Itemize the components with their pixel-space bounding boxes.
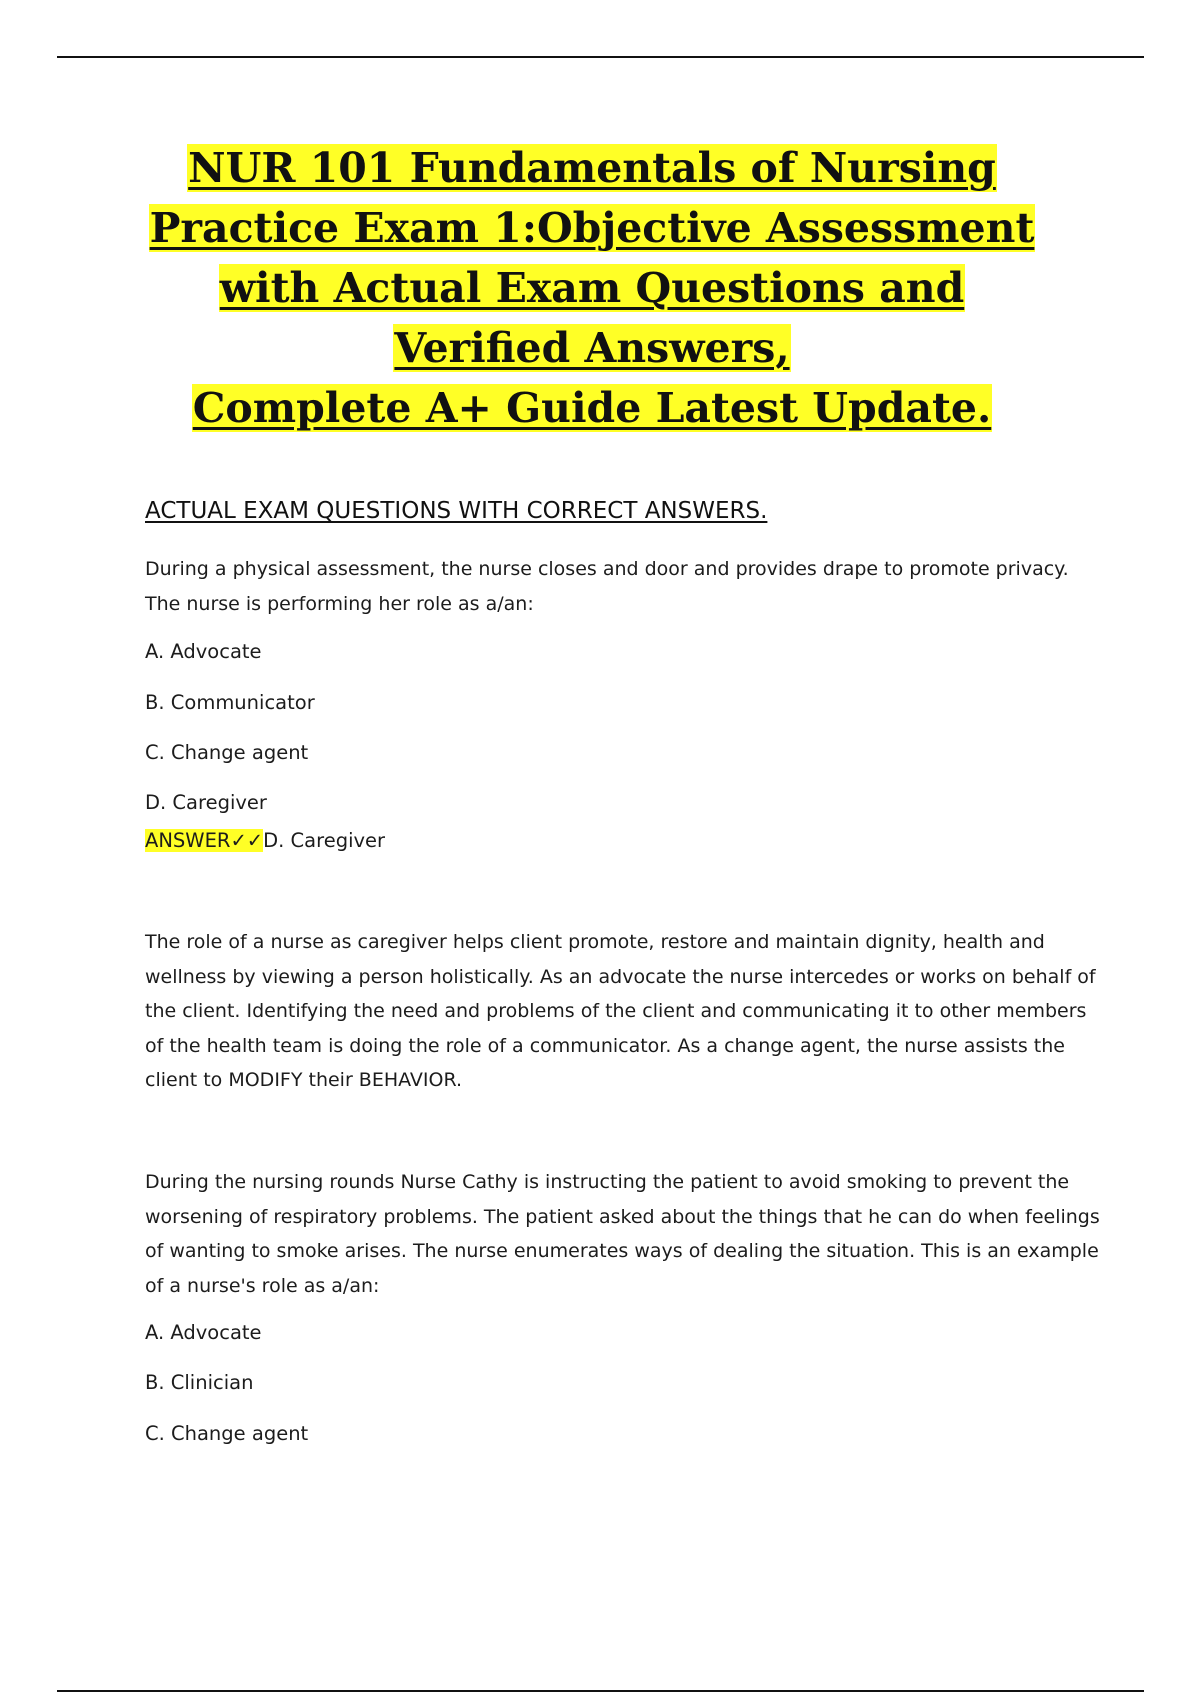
question-1-option-b: B. Communicator xyxy=(145,691,315,714)
title-line-4: Verified Answers, xyxy=(394,324,790,372)
answer-text: D. Caregiver xyxy=(263,829,386,852)
question-1-rationale: The role of a nurse as caregiver helps client promote, restore and maintain dignity, health and wellness by viewing a person holistically. As an advocate the nurse intercedes or works on behalf of the client. Identifying the need and problems of the client and communicating it to other members of the health team is doing the role of a communicator. As a change agent, the nurse assists the client to MODIFY their BEHAVIOR. xyxy=(145,931,1096,1091)
question-1-stem: During a physical assessment, the nurse closes and door and provides drape to promote privacy. The nurse is performing her role as a/an: xyxy=(145,558,1069,615)
question-1-option-d: D. Caregiver xyxy=(145,791,267,814)
title-line-5: Complete A+ Guide Latest Update. xyxy=(192,384,992,432)
question-1-option-c: C. Change agent xyxy=(145,741,309,764)
question-2-option-a: A. Advocate xyxy=(145,1321,262,1344)
title-line-3: with Actual Exam Questions and xyxy=(219,264,965,312)
question-1-option-a: A. Advocate xyxy=(145,640,262,663)
title-line-1: NUR 101 Fundamentals of Nursing xyxy=(188,144,996,192)
bottom-rule xyxy=(57,1690,1144,1692)
question-2-option-c: C. Change agent xyxy=(145,1422,309,1445)
document-title xyxy=(100,138,1084,438)
question-2-stem: During the nursing rounds Nurse Cathy is instructing the patient to avoid smoking to prevent the worsening of respiratory problems. The patient asked about the things that he can do when feelings of wanting to smoke arises. The nurse enumerates ways of dealing the situation. This is an example of a nurse's role as a/an: xyxy=(145,1171,1100,1297)
question-2-option-b: B. Clinician xyxy=(145,1371,254,1394)
title-line-2: Practice Exam 1:Objective Assessment xyxy=(149,204,1035,252)
top-rule xyxy=(57,56,1144,58)
question-1-answer xyxy=(145,826,385,856)
section-heading: ACTUAL EXAM QUESTIONS WITH CORRECT ANSWERS. xyxy=(145,498,768,524)
answer-label: ANSWER✓✓ xyxy=(145,829,264,852)
